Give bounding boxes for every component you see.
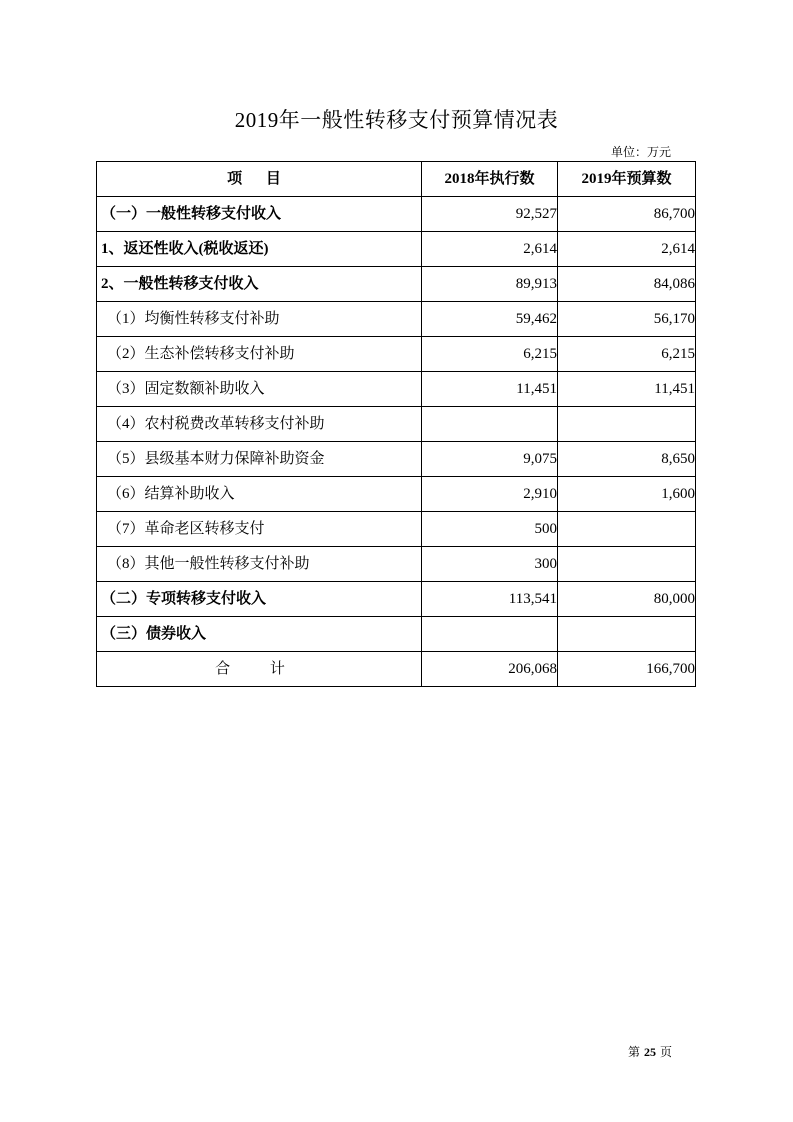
value-2019-budget: 8,650 — [558, 442, 696, 477]
row-label: 1、返还性收入(税收返还) — [97, 232, 422, 267]
value-2018-actual: 6,215 — [422, 337, 558, 372]
value-2019-budget: 80,000 — [558, 582, 696, 617]
row-label: （一）一般性转移支付收入 — [97, 197, 422, 232]
table-row — [97, 232, 696, 267]
value-2018-actual: 92,527 — [422, 197, 558, 232]
row-label: 2、一般性转移支付收入 — [97, 267, 422, 302]
value-2018-actual: 113,541 — [422, 582, 558, 617]
row-label: （5）县级基本财力保障补助资金 — [97, 442, 422, 477]
value-2019-budget: 86,700 — [558, 197, 696, 232]
page-suffix: 页 — [659, 1045, 672, 1059]
row-label: （8）其他一般性转移支付补助 — [97, 547, 422, 582]
row-label: （7）革命老区转移支付 — [97, 512, 422, 547]
value-2019-budget: 2,614 — [558, 232, 696, 267]
header-row — [97, 162, 696, 197]
table-row — [97, 512, 696, 547]
row-label: （2）生态补偿转移支付补助 — [97, 337, 422, 372]
row-label: （4）农村税费改革转移支付补助 — [97, 407, 422, 442]
header-2019-budget: 2019年预算数 — [558, 162, 696, 197]
unit-label: 单位：万元 — [610, 145, 671, 159]
value-2019-budget: 1,600 — [558, 477, 696, 512]
table-row — [97, 372, 696, 407]
row-label: （3）固定数额补助收入 — [97, 372, 422, 407]
value-2018-actual: 2,910 — [422, 477, 558, 512]
value-2018-actual: 89,913 — [422, 267, 558, 302]
table-row — [97, 407, 696, 442]
row-label: （二）专项转移支付收入 — [97, 582, 422, 617]
table-row — [97, 267, 696, 302]
value-2018-actual: 206,068 — [422, 652, 558, 687]
value-2019-budget — [558, 407, 696, 442]
row-label: （6）结算补助收入 — [97, 477, 422, 512]
document-title: 2019年一般性转移支付预算情况表 — [234, 108, 559, 132]
header-2018-actual: 2018年执行数 — [422, 162, 558, 197]
table-header — [97, 162, 696, 197]
value-2018-actual — [422, 407, 558, 442]
value-2019-budget — [558, 617, 696, 652]
row-label: 合 计 — [97, 652, 422, 687]
value-2018-actual: 300 — [422, 547, 558, 582]
table-row — [97, 442, 696, 477]
table-row — [97, 547, 696, 582]
value-2019-budget: 84,086 — [558, 267, 696, 302]
value-2018-actual: 9,075 — [422, 442, 558, 477]
page-number — [628, 1043, 672, 1060]
table-row — [97, 302, 696, 337]
value-2019-budget — [558, 547, 696, 582]
value-2018-actual: 2,614 — [422, 232, 558, 267]
budget-table — [96, 161, 696, 687]
value-2018-actual — [422, 617, 558, 652]
value-2019-budget — [558, 512, 696, 547]
page-number-value: 25 — [643, 1045, 656, 1059]
value-2018-actual: 500 — [422, 512, 558, 547]
value-2019-budget: 11,451 — [558, 372, 696, 407]
row-label: （1）均衡性转移支付补助 — [97, 302, 422, 337]
header-item: 项 目 — [97, 162, 422, 197]
value-2019-budget: 56,170 — [558, 302, 696, 337]
table-row — [97, 582, 696, 617]
table-row — [97, 652, 696, 687]
value-2019-budget: 6,215 — [558, 337, 696, 372]
table-body — [97, 197, 696, 687]
row-label: （三）债券收入 — [97, 617, 422, 652]
page-prefix: 第 — [627, 1045, 640, 1059]
table-row — [97, 617, 696, 652]
table-row — [97, 197, 696, 232]
value-2019-budget: 166,700 — [558, 652, 696, 687]
table-row — [97, 337, 696, 372]
table-row — [97, 477, 696, 512]
value-2018-actual: 11,451 — [422, 372, 558, 407]
value-2018-actual: 59,462 — [422, 302, 558, 337]
